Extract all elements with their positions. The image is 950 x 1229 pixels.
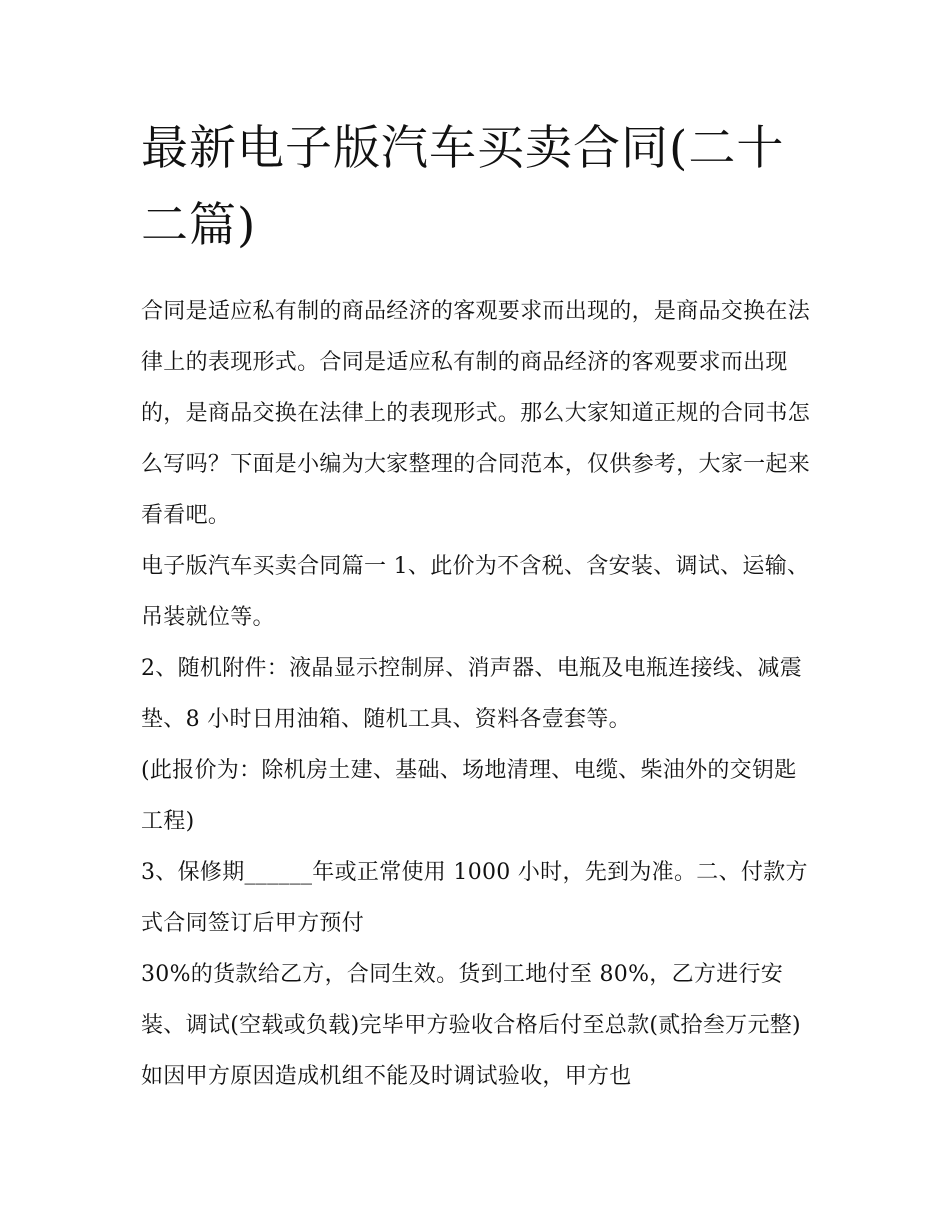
document-title: 最新电子版汽车买卖合同(二十二篇)	[141, 121, 785, 253]
payment-paragraph: 30%的货款给乙方，合同生效。货到工地付至 80%，乙方进行安装、调试(空载或负载)完毕甲方验收合格后付至总款(贰拾叁万元整)如因甲方原因造成机组不能及时调试验收，甲方也	[141, 962, 801, 1089]
clause-1-paragraph: 电子版汽车买卖合同篇一 1、此价为不含税、含安装、调试、运输、吊装就位等。	[141, 554, 810, 630]
clause-2-paragraph: 2、随机附件：液晶显示控制屏、消声器、电瓶及电瓶连接线、减震垫、8 小时日用油箱、随机工具、资料各壹套等。	[141, 656, 802, 732]
quote-note-paragraph: (此报价为：除机房土建、基础、场地清理、电缆、柴油外的交钥匙工程)	[141, 758, 797, 834]
intro-paragraph: 合同是适应私有制的商品经济的客观要求而出现的，是商品交换在法律上的表现形式。合同是适应私有制的商品经济的客观要求而出现的，是商品交换在法律上的表现形式。那么大家知道正规的合同书怎么写吗？下面是小编为大家整理的合同范本，仅供参考，大家一起来看看吧。	[141, 299, 811, 528]
document-body	[141, 110, 816, 1102]
clause-3-paragraph: 3、保修期______年或正常使用 1000 小时，先到为准。二、付款方式合同签订后甲方预付	[141, 860, 808, 936]
